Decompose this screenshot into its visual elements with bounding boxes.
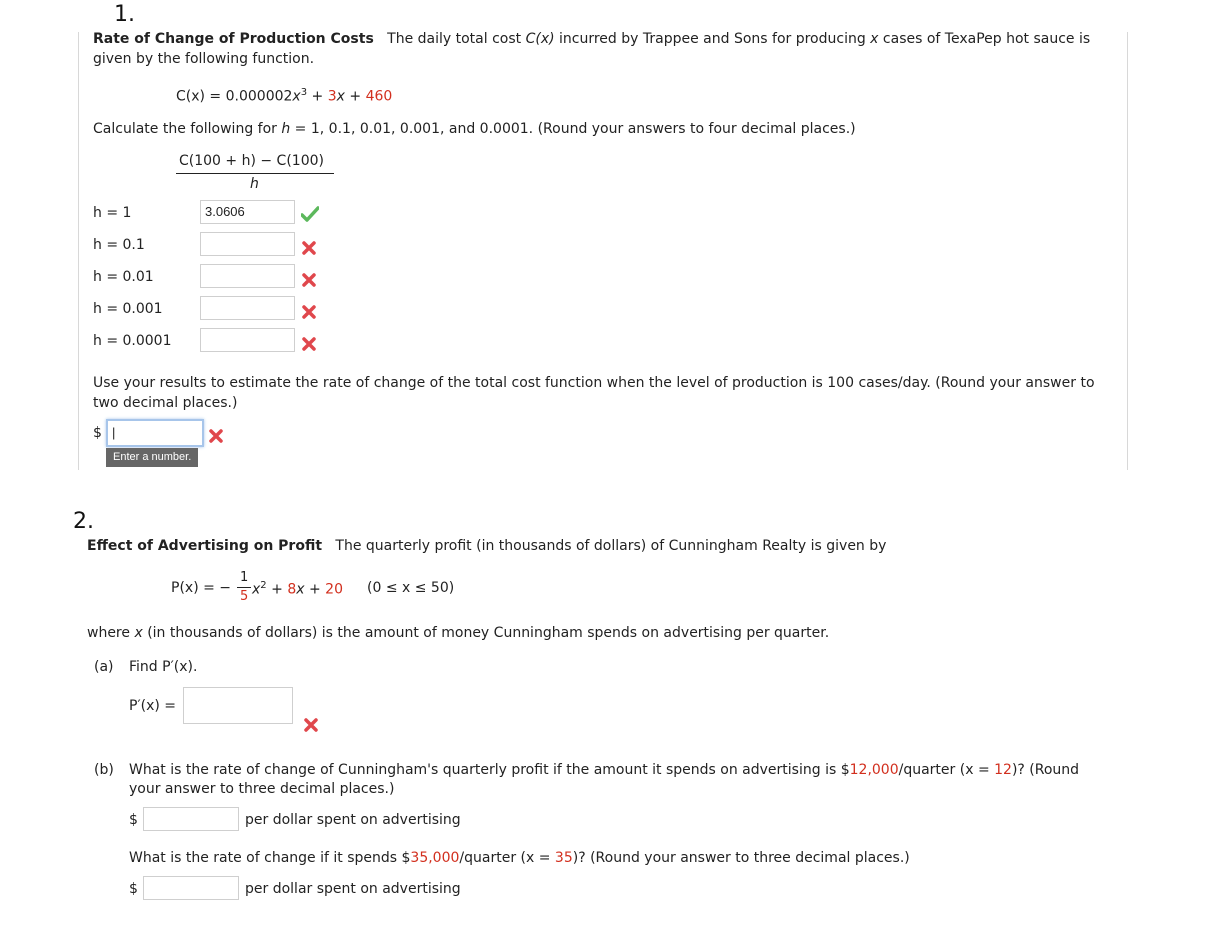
where-b: (in thousands of dollars) is the amount of money Cunningham spends on advertising per quarter. [142,625,830,641]
q2-where [87,625,829,641]
part-b-label: (b) [94,762,114,778]
x-icon [301,336,317,352]
question-number-1: 1. [114,2,135,27]
q2-intro [87,538,886,554]
formula-x: x [292,88,301,105]
profit-const: 20 [325,581,343,598]
row-label-h01: h = 0.1 [93,237,145,253]
q1-intro-line2: given by the following function. [93,51,315,67]
x-icon [303,717,319,733]
answer-input-h001[interactable] [200,264,295,288]
part-b2-a: What is the rate of change if it spends $ [129,850,411,866]
q2-intro-text: The quarterly profit (in thousands of dollars) of Cunningham Realty is given by [335,538,887,554]
profit-x2: x [296,581,305,598]
part-b-line1 [129,762,1079,778]
q2-title: Effect of Advertising on Profit [87,538,323,554]
part-b-amount: 12,000 [849,762,899,778]
part-b2-line [129,850,910,866]
part-b-x: 12 [994,762,1012,778]
rate-35000-input[interactable] [143,876,239,900]
per-dollar-label: per dollar spent on advertising [245,881,461,897]
question-number-2: 2. [73,509,94,534]
check-icon [301,206,319,222]
rate-estimate-input[interactable]: | [106,419,204,447]
instruction-a: Calculate the following for [93,121,282,137]
q1-intro-x: x [870,31,879,47]
instruction-b: = 1, 0.1, 0.01, 0.001, and 0.0001. (Round your answers to four decimal places.) [290,121,856,137]
answer-input-h0001[interactable] [200,296,295,320]
x-icon [208,428,224,444]
profit-x: x [252,581,261,598]
profit-exp: 2 [260,580,267,591]
dollar-sign: $ [93,425,102,441]
q1-instruction [93,121,856,137]
profit-plus2: + [304,581,326,598]
part-a-text: Find P′(x). [129,659,198,675]
q1-estimate-line1: Use your results to estimate the rate of change of the total cost function when the level of production is 100 cases/day. (Round your answer to [93,375,1095,391]
difference-quotient-denominator: h [250,176,259,192]
pprime-input[interactable] [183,687,293,724]
profit-formula-rhs [252,580,343,598]
answer-input-h00001[interactable] [200,328,295,352]
row-label-h1: h = 1 [93,205,132,221]
q1-estimate-line2: two decimal places.) [93,395,238,411]
dollar-sign: $ [129,812,138,828]
where-a: where [87,625,135,641]
profit-domain: (0 ≤ x ≤ 50) [367,580,455,596]
part-b2-amount: 35,000 [410,850,460,866]
formula-plus: + [307,88,328,105]
pprime-label: P′(x) = [129,698,177,714]
formula-coef: 3 [327,88,337,105]
formula-plus2: + [344,88,366,105]
q1-cost-formula [176,87,392,105]
rate-12000-input[interactable] [143,807,239,831]
q1-intro-line1 [93,31,1090,47]
formula-lhs: C(x) = 0.000002 [176,88,293,105]
per-dollar-label: per dollar spent on advertising [245,812,461,828]
profit-frac-den: 5 [240,589,249,604]
instruction-h: h [281,121,291,137]
part-b2-x: 35 [554,850,573,866]
row-label-h001: h = 0.01 [93,269,154,285]
input-tooltip: Enter a number. [106,448,198,467]
answer-input-h1[interactable]: 3.0606 [200,200,295,224]
profit-plus: + [266,581,288,598]
q1-intro-e: cases of TexaPep hot sauce is [878,31,1091,47]
x-icon [301,304,317,320]
x-icon [301,272,317,288]
fraction-bar [176,173,334,174]
row-label-h0001: h = 0.001 [93,301,163,317]
row-label-h00001: h = 0.0001 [93,333,172,349]
q1-intro-c: incurred by Trappee and Sons for producing [554,31,871,47]
dollar-sign: $ [129,881,138,897]
q1-intro-cx: C(x) [525,31,555,47]
q1-intro-a: The daily total cost [387,31,526,47]
answer-input-h01[interactable] [200,232,295,256]
where-x: x [134,625,143,641]
part-b-a: What is the rate of change of Cunningham's quarterly profit if the amount it spends on advertising is $ [129,762,850,778]
x-icon [301,240,317,256]
formula-const: 460 [365,88,393,105]
profit-frac-bar [237,587,251,588]
difference-quotient-numerator: C(100 + h) − C(100) [179,153,324,169]
formula-exp: 3 [300,87,308,98]
formula-x2: x [336,88,345,105]
profit-frac-num: 1 [240,570,249,585]
profit-coef: 8 [287,581,297,598]
part-a-label: (a) [94,659,114,675]
part-b-line2: your answer to three decimal places.) [129,781,395,797]
part-b2-b: /quarter (x = [459,850,555,866]
part-b2-c: )? (Round your answer to three decimal places.) [572,850,910,866]
part-b-c: )? (Round [1011,762,1080,778]
q1-title: Rate of Change of Production Costs [93,31,374,47]
profit-formula-lhs: P(x) = − [171,580,232,596]
part-b-b: /quarter (x = [898,762,995,778]
